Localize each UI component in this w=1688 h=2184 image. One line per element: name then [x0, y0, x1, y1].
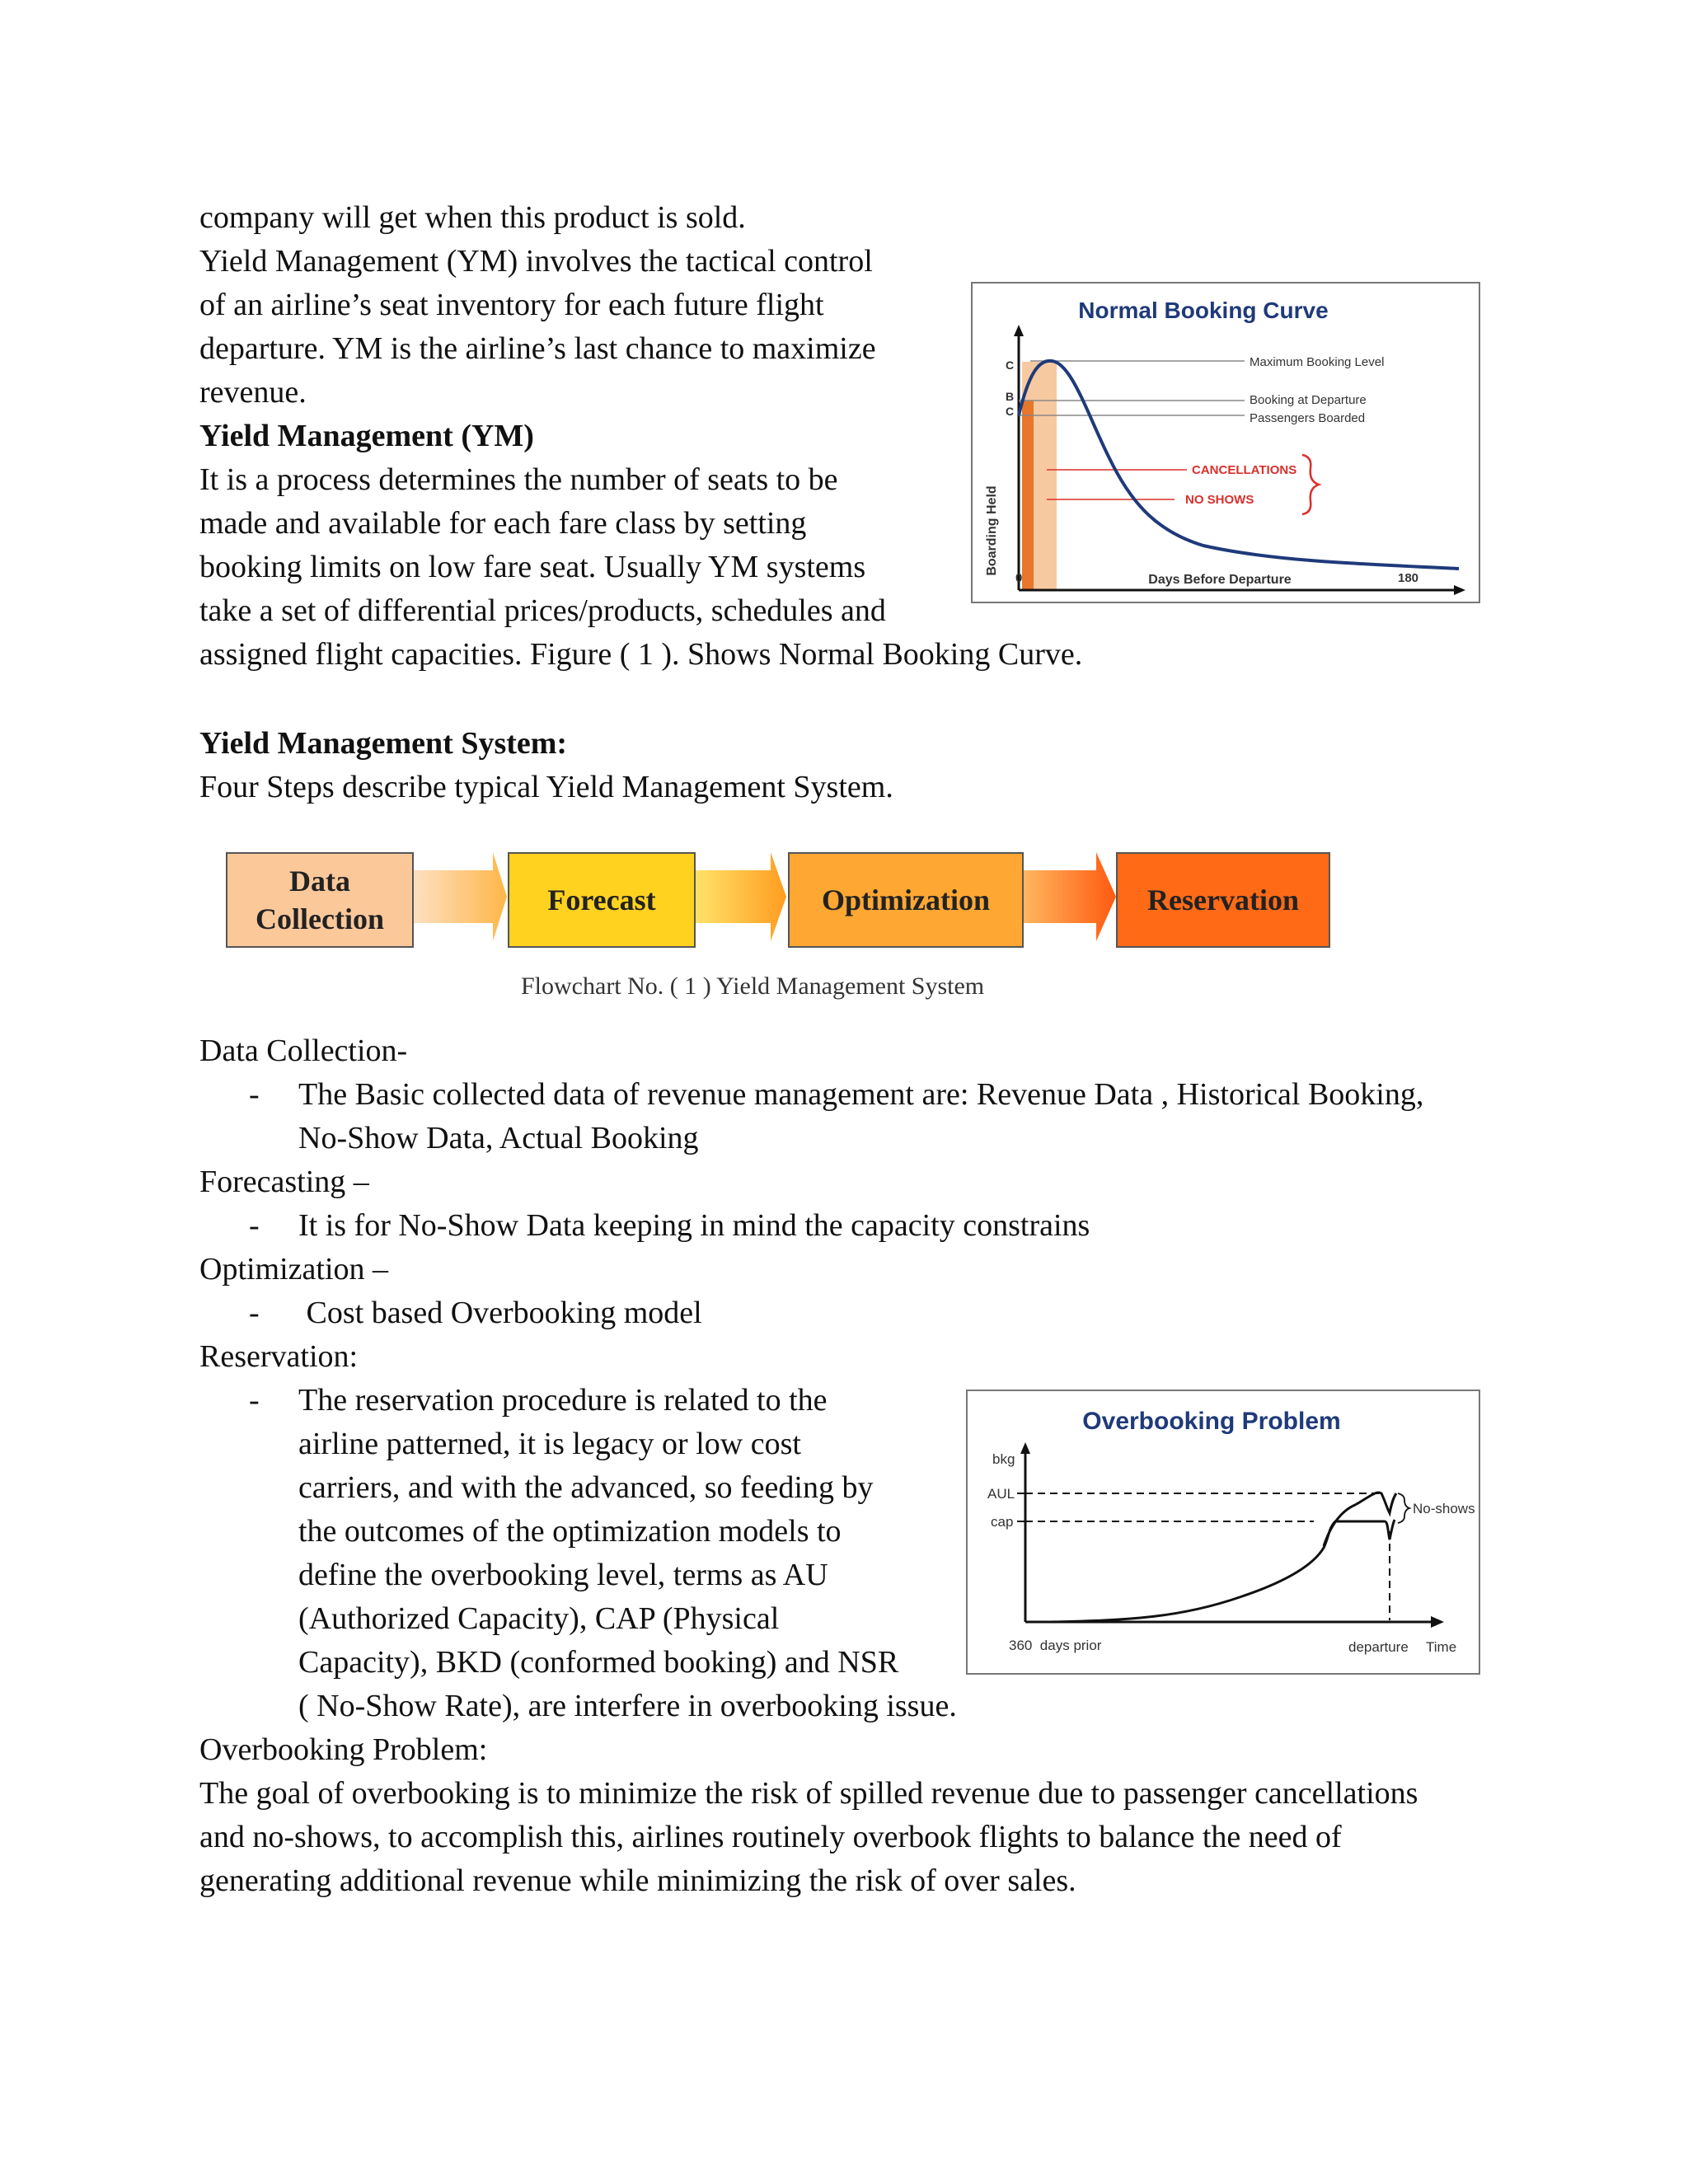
body-line: It is a process determines the number of seats to be: [199, 462, 838, 497]
bullet-text: Capacity), BKD (conformed booking) and NSR: [298, 1645, 899, 1680]
body-line: company will get when this product is sold.: [199, 200, 746, 235]
annotation-no-shows: NO SHOWS: [1185, 493, 1254, 507]
annotation-no-shows: No-shows: [1413, 1501, 1475, 1516]
subsection-label: Forecasting –: [199, 1165, 369, 1199]
subsection-label: Overbooking Problem:: [199, 1732, 488, 1767]
bullet-dash: -: [249, 1208, 260, 1243]
flow-arrow-3: [1022, 852, 1116, 941]
bullet-dash: -: [249, 1296, 260, 1330]
bullet-dash: -: [249, 1383, 260, 1418]
y-tick-aul: AUL: [987, 1486, 1015, 1502]
annotation-cancellations: CANCELLATIONS: [1192, 463, 1297, 477]
flow-step-data-collection: Data Collection: [226, 852, 414, 948]
annotation-passengers-boarded: Passengers Boarded: [1250, 411, 1366, 425]
bullet-text: (Authorized Capacity), CAP (Physical: [298, 1601, 780, 1636]
chart-title: Normal Booking Curve: [1078, 298, 1329, 323]
body-line: revenue.: [199, 375, 307, 410]
flow-step-reservation: Reservation: [1116, 852, 1330, 948]
y-axis-arrow: [1014, 325, 1024, 336]
bullet-text: No-Show Data, Actual Booking: [298, 1121, 699, 1155]
body-line: departure. YM is the airline’s last chance to maximize: [199, 331, 876, 366]
x-axis-label: Time: [1426, 1639, 1457, 1655]
y-axis-label: bkg: [992, 1451, 1015, 1467]
body-line: and no-shows, to accomplish this, airlines routinely overbook flights to balance the need of: [199, 1820, 1342, 1854]
x-axis-arrow: [1431, 1616, 1444, 1628]
y-tick-c-top: C: [1006, 359, 1015, 372]
section-heading: Yield Management (YM): [199, 419, 534, 453]
subsection-label: Optimization –: [199, 1252, 389, 1286]
overbooked-curve: [1324, 1493, 1396, 1546]
bullet-text: ( No-Show Rate), are interfere in overbooking issue.: [298, 1689, 957, 1723]
flow-step-forecast: Forecast: [508, 852, 696, 948]
bullet-dash: -: [249, 1077, 260, 1112]
normal-booking-curve-figure: [971, 282, 1480, 603]
x-axis-label: Days Before Departure: [1148, 573, 1292, 587]
body-line: The goal of overbooking is to minimize the risk of spilled revenue due to passenger cancellations: [199, 1776, 1418, 1811]
body-line: generating additional revenue while minimizing the risk of over sales.: [199, 1863, 1076, 1898]
subsection-label: Reservation:: [199, 1339, 359, 1374]
flow-step-optimization: Optimization: [788, 852, 1024, 948]
flowchart-caption: Flowchart No. ( 1 ) Yield Management System: [521, 972, 985, 1000]
body-line: made and available for each fare class by setting: [199, 506, 807, 541]
normal-booking-curve-chart: [973, 284, 1479, 602]
chart-title: Overbooking Problem: [1082, 1408, 1341, 1435]
annotation-max-booking: Maximum Booking Level: [1250, 355, 1385, 369]
bullet-text: define the overbooking level, terms as AU: [298, 1558, 828, 1592]
subsection-label: Data Collection-: [199, 1033, 408, 1068]
x-tick-180: 180: [1398, 571, 1419, 585]
section-heading: Yield Management System:: [199, 726, 568, 761]
red-brace: [1302, 455, 1319, 514]
booking-bar: [1022, 401, 1034, 591]
y-tick-c: C: [1006, 405, 1015, 418]
bullet-text: The Basic collected data of revenue management are: Revenue Data , Historical Booking,: [298, 1077, 1424, 1112]
y-axis-label: Boarding Held: [985, 485, 999, 576]
bullet-text: airline patterned, it is legacy or low cost: [298, 1427, 801, 1461]
bullet-text: the outcomes of the optimization models to: [298, 1514, 842, 1549]
body-line: Four Steps describe typical Yield Management System.: [199, 770, 893, 804]
y-axis-arrow: [1020, 1442, 1030, 1454]
x-tick-360-days-prior: 360 days prior: [1009, 1638, 1102, 1653]
flow-arrow-2: [694, 852, 786, 941]
body-line: of an airline’s seat inventory for each future flight: [199, 288, 824, 322]
annotation-booking-departure: Booking at Departure: [1250, 393, 1367, 407]
body-line: take a set of differential prices/products, schedules and: [199, 593, 886, 628]
overbooking-problem-chart: [968, 1391, 1479, 1673]
bullet-text: carriers, and with the advanced, so feeding by: [298, 1470, 874, 1505]
bullet-text: Cost based Overbooking model: [298, 1296, 702, 1330]
no-shows-brace: [1398, 1493, 1409, 1523]
body-line: booking limits on low fare seat. Usually YM systems: [199, 550, 866, 584]
overbooking-problem-figure: [966, 1390, 1480, 1675]
x-tick-0: 0: [1015, 571, 1023, 585]
y-tick-b: B: [1006, 390, 1015, 403]
body-line: Yield Management (YM) involves the tactical control: [199, 244, 873, 279]
body-line: assigned flight capacities. Figure ( 1 ). Shows Normal Booking Curve.: [199, 637, 1083, 672]
booking-curve: [1050, 1520, 1395, 1622]
flow-arrow-1: [412, 852, 507, 941]
y-tick-cap: cap: [991, 1514, 1014, 1530]
x-axis-arrow: [1454, 585, 1465, 595]
bullet-text: It is for No-Show Data keeping in mind the capacity constrains: [298, 1208, 1090, 1243]
x-tick-departure: departure: [1348, 1639, 1409, 1655]
bullet-text: The reservation procedure is related to the: [298, 1383, 828, 1418]
